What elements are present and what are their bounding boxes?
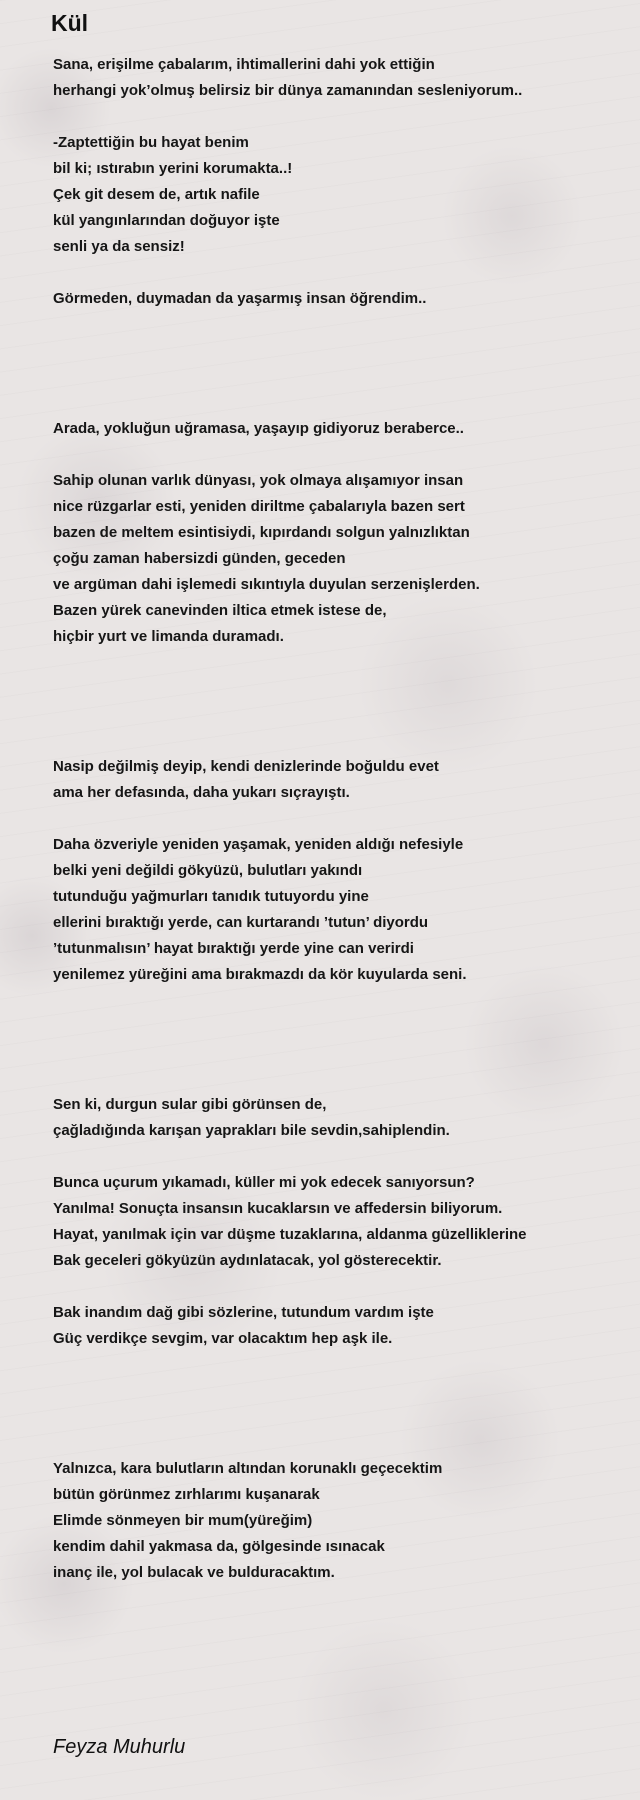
- poem-line: Hayat, yanılmak için var düşme tuzaklarına, aldanma güzelliklerine: [53, 1226, 527, 1243]
- poem-line: kül yangınlarından doğuyor işte: [53, 212, 280, 229]
- poem-line: Elimde sönmeyen bir mum(yüreğim): [53, 1512, 313, 1529]
- poem-line: çoğu zaman habersizdi günden, geceden: [53, 550, 346, 567]
- poem-line: Nasip değilmiş deyip, kendi denizlerinde boğuldu evet: [53, 758, 439, 775]
- stanza: [53, 286, 623, 312]
- poem-line: ve argüman dahi işlemedi sıkıntıyla duyulan serzenişlerden.: [53, 576, 480, 593]
- poem-line: Sen ki, durgun sular gibi görünsen de,: [53, 1096, 327, 1113]
- stanza: [53, 416, 623, 442]
- poem-line: Bazen yürek canevinden iltica etmek istese de,: [53, 602, 387, 619]
- poem-title: Kül: [51, 10, 89, 36]
- poem-line: bil ki; ıstırabın yerini korumakta..!: [53, 160, 293, 177]
- poem-line: Bunca uçurum yıkamadı, küller mi yok edecek sanıyorsun?: [53, 1174, 475, 1191]
- poem-line: Yalnızca, kara bulutların altından korunaklı geçecektim: [53, 1460, 443, 1477]
- stanza: [53, 754, 623, 806]
- poem-line: tutunduğu yağmurları tanıdık tutuyordu yine: [53, 888, 369, 905]
- poem-line: ellerini bıraktığı yerde, can kurtarandı ’tutun’ diyordu: [53, 914, 429, 931]
- poem-line: Arada, yokluğun uğramasa, yaşayıp gidiyoruz beraberce..: [53, 420, 464, 437]
- poem-line: inanç ile, yol bulacak ve bulduracaktım.: [53, 1564, 335, 1581]
- poem-line: bazen de meltem esintisiydi, kıpırdandı solgun yalnızlıktan: [53, 524, 470, 541]
- stanza: [53, 468, 623, 650]
- poem-line: ’tutunmalısın’ hayat bıraktığı yerde yine can verirdi: [53, 940, 414, 957]
- author-name: Feyza Muhurlu: [53, 1736, 186, 1758]
- stanza: [53, 130, 623, 260]
- stanza: [53, 832, 623, 988]
- poem-line: hiçbir yurt ve limanda duramadı.: [53, 628, 284, 645]
- poem-line: Güç verdikçe sevgim, var olacaktım hep aşk ile.: [53, 1330, 393, 1347]
- poem-line: herhangi yok’olmuş belirsiz bir dünya zamanından sesleniyorum..: [53, 82, 523, 99]
- poem-line: nice rüzgarlar esti, yeniden diriltme çabalarıyla bazen sert: [53, 498, 465, 515]
- poem-line: Daha özveriyle yeniden yaşamak, yeniden aldığı nefesiyle: [53, 836, 464, 853]
- poem-line: Çek git desem de, artık nafile: [53, 186, 260, 203]
- poem-line: ama her defasında, daha yukarı sıçrayıştı.: [53, 784, 350, 801]
- stanza: [53, 1170, 623, 1274]
- poem-line: kendim dahil yakmasa da, gölgesinde ısınacak: [53, 1538, 385, 1555]
- poem-line: -Zaptettiğin bu hayat benim: [53, 134, 249, 151]
- poem-line: Bak inandım dağ gibi sözlerine, tutundum vardım işte: [53, 1304, 434, 1321]
- poem-line: yenilemez yüreğini ama bırakmazdı da kör kuyularda seni.: [53, 966, 467, 983]
- stanza: [53, 52, 623, 104]
- poem-line: çağladığında karışan yaprakları bile sevdin,sahiplendin.: [53, 1122, 450, 1139]
- poem-line: senli ya da sensiz!: [53, 238, 185, 255]
- poem-line: Sahip olunan varlık dünyası, yok olmaya alışamıyor insan: [53, 472, 464, 489]
- poem-line: Yanılma! Sonuçta insansın kucaklarsın ve affedersin biliyorum.: [53, 1200, 503, 1217]
- stanza: [53, 1300, 623, 1352]
- stanza: [53, 1092, 623, 1144]
- poem-line: Bak geceleri gökyüzün aydınlatacak, yol gösterecektir.: [53, 1252, 442, 1269]
- poem-line: bütün görünmez zırhlarımı kuşanarak: [53, 1486, 320, 1503]
- poem-line: Görmeden, duymadan da yaşarmış insan öğrendim..: [53, 290, 427, 307]
- poem-line: Sana, erişilme çabalarım, ihtimallerini dahi yok ettiğin: [53, 56, 435, 73]
- poem-body: [53, 52, 623, 1586]
- stanza: [53, 1456, 623, 1586]
- poem-line: belki yeni değildi gökyüzü, bulutları yakındı: [53, 862, 363, 879]
